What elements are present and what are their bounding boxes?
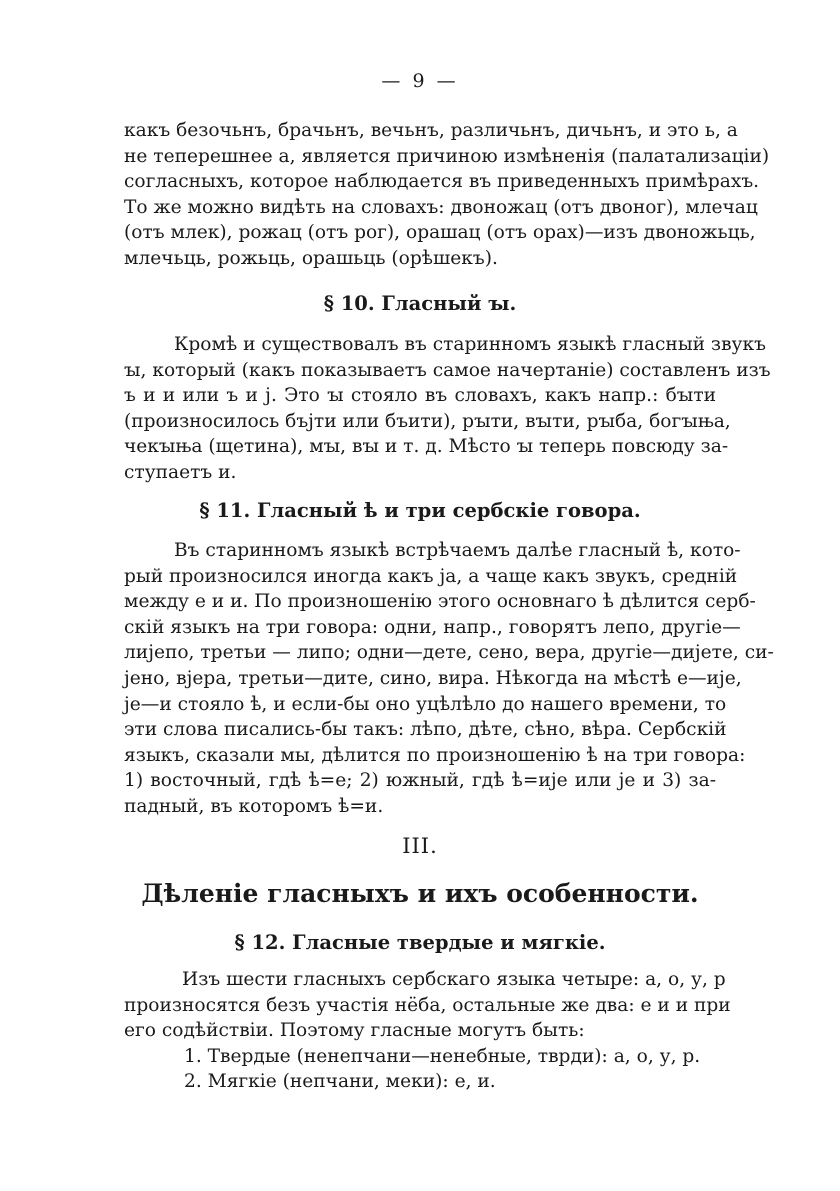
text-line: лијепо, третьи — липо; одни—дете, сено, вера, другіе—дијете, си- [124, 642, 774, 664]
text-line: (произносилось бъјти или бъити), рꙑти, вꙑти, рꙑба, богꙑња, [124, 410, 731, 432]
text-line: падный, въ которомъ ѣ=и. [124, 795, 384, 817]
text-line: произносятся безъ участія нёба, остальные же два: е и и при [124, 994, 731, 1016]
text-line: языкъ, сказали мы, дѣлится по произношенію ѣ на три говора: [124, 744, 746, 766]
text-line: Изъ шести гласныхъ сербскаго языка четыре: а, о, у, р [182, 969, 726, 990]
text-line: между е и и. По произношенію этого основнаго ѣ дѣлится серб- [124, 591, 756, 613]
text-line: јено, вјера, третьи—дите, сино, вира. Нѣкогда на мѣстѣ е—ије, [124, 667, 742, 689]
text-line: 1) восточный, гдѣ ѣ=е; 2) южный, гдѣ ѣ=ије или је и 3) за- [124, 770, 716, 792]
section-12-body [124, 967, 731, 1095]
text-line: Кромѣ и существовалъ въ старинномъ языкѣ гласный звукъ [174, 334, 766, 355]
list-item: 1. Твердые (ненепчани—ненебные, тврди): а, о, у, р. [184, 1045, 701, 1067]
text-line: согласныхъ, которое наблюдается въ приведенныхъ примѣрахъ. [124, 171, 760, 193]
text-line: ꙑ, который (какъ показываетъ самое начертаніе) составленъ изъ [124, 359, 771, 381]
text-line: чекꙑња (щетина), мꙑ, вꙑ и т. д. Мѣсто ꙑ теперь повсюду за- [124, 436, 729, 458]
page-number: — 9 — [381, 70, 459, 92]
text-line: эти слова писались-бы такъ: лѣпо, дѣте, сѣно, вѣра. Сербскій [124, 719, 727, 741]
text-line: је—и стояло ѣ, и если-бы оно уцѣлѣло до нашего времени, то [124, 693, 727, 715]
chapter-title: Дѣленіе гласныхъ и ихъ особенности. [141, 879, 699, 908]
text-line: скій языкъ на три говора: одни, напр., говорятъ лепо, другіе— [124, 616, 741, 638]
text-line: ступаетъ и. [124, 461, 237, 483]
text-line: ъ и и или ъ и j. Это ꙑ стояло въ словахъ, какъ напр.: бꙑти [124, 385, 716, 407]
text-line: То же можно видѣть на словахъ: двоножац (отъ двоног), млечац [124, 196, 758, 218]
section-11-heading: § 11. Гласный ѣ и три сербскіе говора. [199, 499, 641, 522]
section-11-body [124, 538, 774, 820]
list-item: 2. Мягкіе (непчани, меки): е, и. [184, 1071, 496, 1093]
section-12-heading: § 12. Гласные твердые и мягкіе. [234, 931, 606, 954]
text-line: какъ безочьнъ, брачьнъ, вечьнъ, различьнъ, дичьнъ, и это ь, а [124, 120, 738, 141]
text-line: не теперешнее а, является причиною измѣненія (палатализаціи) [124, 145, 770, 167]
text-line: Въ старинномъ языкѣ встрѣчаемъ далѣе гласный ѣ, кото- [174, 540, 741, 561]
chapter-number: III. [402, 834, 438, 858]
section-10-heading: § 10. Гласный ꙑ. [323, 292, 517, 315]
text-line: (отъ млек), рожац (отъ рог), орашац (отъ орах)—изъ двоножьць, [124, 222, 756, 244]
section-10-body [124, 332, 771, 486]
text-line: млечьць, рожьць, орашьць (орѣшекъ). [124, 247, 498, 269]
paragraph-intro [124, 118, 770, 272]
text-line: рый произносился иногда какъ ја, а чаще какъ звукъ, среднiй [124, 565, 738, 587]
text-line: его содѣйствіи. Поэтому гласные могутъ быть: [124, 1020, 585, 1042]
